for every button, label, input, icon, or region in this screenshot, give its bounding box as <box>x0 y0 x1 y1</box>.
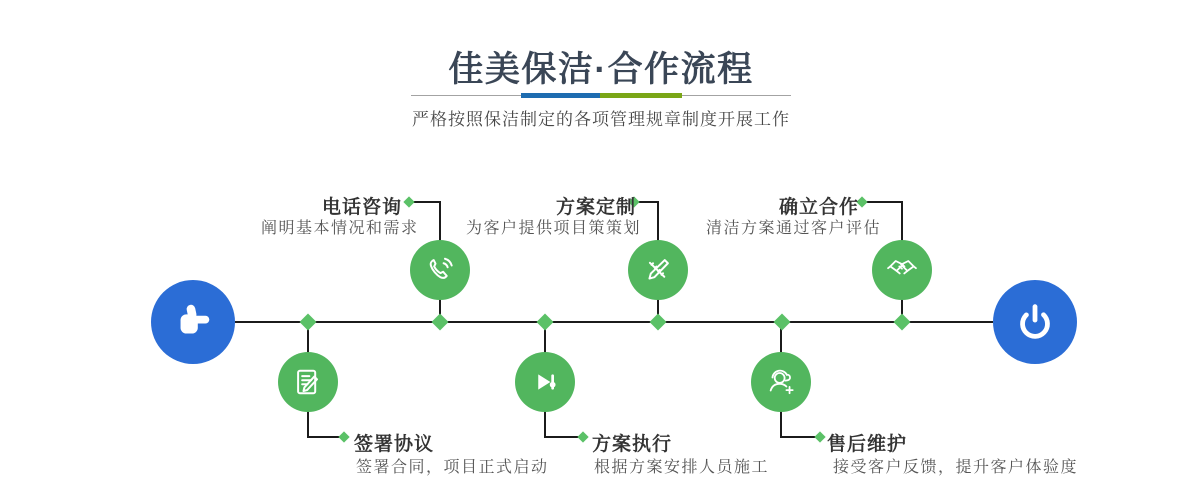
step-title: 方案执行 <box>592 434 673 455</box>
step-title: 签署协议 <box>354 434 435 455</box>
label-bullet-diamond <box>403 196 414 207</box>
step-icon-circle-handshake <box>872 240 932 300</box>
step-description: 签署合同，项目正式启动 <box>356 459 549 476</box>
label-bullet-diamond <box>338 431 349 442</box>
page-subtitle: 严格按照保洁制定的各项管理规章制度开展工作 <box>412 110 790 129</box>
divider-blue-segment <box>521 93 600 98</box>
connector-line <box>638 201 659 203</box>
connector-line <box>545 436 579 438</box>
flow-end-circle <box>993 280 1077 364</box>
connector-line <box>781 436 816 438</box>
timeline-node-diamond <box>774 314 791 331</box>
step-description: 根据方案安排人员施工 <box>594 459 770 476</box>
label-bullet-diamond <box>577 431 588 442</box>
step-description: 接受客户反馈，提升客户体验度 <box>833 459 1079 476</box>
timeline-node-diamond <box>300 314 317 331</box>
step-title: 确立合作 <box>779 197 860 218</box>
timeline-node-diamond <box>894 314 911 331</box>
step-icon-circle-design <box>628 240 688 300</box>
step-description: 为客户提供项目策策划 <box>466 220 642 237</box>
divider-green-segment <box>600 93 682 98</box>
title-divider <box>411 93 791 98</box>
label-bullet-diamond <box>814 431 825 442</box>
pencil-ruler-icon <box>640 252 676 288</box>
timeline-line <box>235 321 993 323</box>
connector-line <box>413 201 441 203</box>
step-description: 阐明基本情况和需求 <box>261 220 419 237</box>
step-title: 方案定制 <box>556 197 637 218</box>
contract-sign-icon <box>290 364 326 400</box>
power-icon <box>1012 299 1058 345</box>
step-icon-circle-execute <box>515 352 575 412</box>
timeline-node-diamond <box>432 314 449 331</box>
timeline-node-diamond <box>650 314 667 331</box>
step-icon-circle-contract <box>278 352 338 412</box>
connector-line <box>866 201 903 203</box>
page-title: 佳美保洁·合作流程 <box>448 50 754 89</box>
step-icon-circle-service <box>751 352 811 412</box>
timeline-node-diamond <box>537 314 554 331</box>
phone-call-icon <box>422 252 458 288</box>
flow-start-circle <box>151 280 235 364</box>
step-title: 售后维护 <box>827 434 908 455</box>
pointing-hand-icon <box>170 299 216 345</box>
handshake-icon <box>884 252 920 288</box>
play-execute-icon <box>527 364 563 400</box>
connector-line <box>308 436 340 438</box>
step-title: 电话咨询 <box>322 197 403 218</box>
step-icon-circle-phone <box>410 240 470 300</box>
customer-service-icon <box>763 364 799 400</box>
step-description: 清洁方案通过客户评估 <box>706 220 882 237</box>
